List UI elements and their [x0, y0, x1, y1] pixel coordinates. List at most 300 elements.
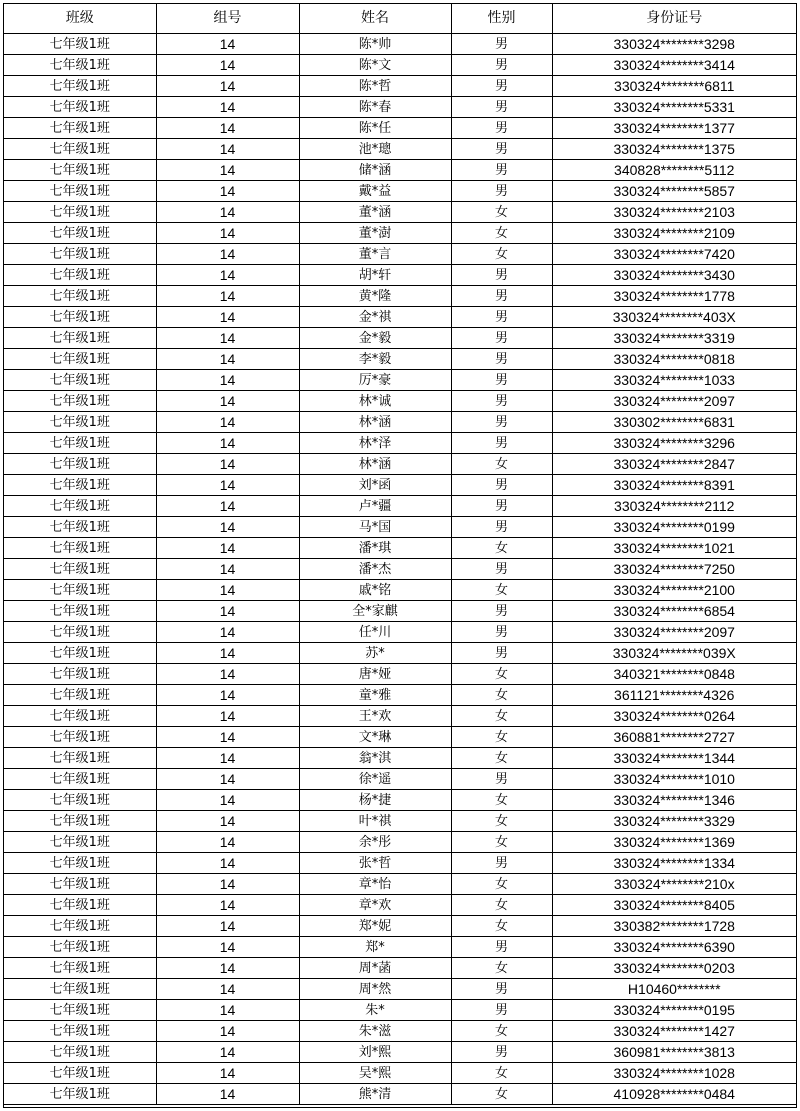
cell-group: 14 [156, 76, 299, 97]
cell-name: 徐*遥 [299, 769, 451, 790]
cell-gender: 男 [451, 622, 552, 643]
cell-group: 14 [156, 328, 299, 349]
cell-name: 童*雅 [299, 685, 451, 706]
table-row [4, 160, 796, 181]
cell-group: 14 [156, 181, 299, 202]
table-row [4, 328, 796, 349]
table-row [4, 433, 796, 454]
cell-id-number: 340828********5112 [552, 160, 796, 181]
cell-id-number: 330324********5331 [552, 97, 796, 118]
cell-class: 七年级1班 [4, 55, 156, 76]
cell-class: 七年级1班 [4, 202, 156, 223]
cell-gender: 男 [451, 937, 552, 958]
cell-id-number: 330302********6831 [552, 412, 796, 433]
cell-gender: 女 [451, 454, 552, 475]
cell-class: 七年级1班 [4, 433, 156, 454]
cell-name: 卢*疆 [299, 496, 451, 517]
table-row [4, 853, 796, 874]
cell-gender: 男 [451, 265, 552, 286]
cell-id-number: 330324********6390 [552, 937, 796, 958]
cell-name: 陈*帅 [299, 34, 451, 55]
cell-id-number: 330324********2100 [552, 580, 796, 601]
cell-name: 熊*清 [299, 1084, 451, 1105]
cell-class: 七年级1班 [4, 895, 156, 916]
cell-id-number: 330324********3430 [552, 265, 796, 286]
cell-name: 吴*熙 [299, 1063, 451, 1084]
cell-group: 14 [156, 286, 299, 307]
cell-name: 陈*哲 [299, 76, 451, 97]
cell-group: 14 [156, 874, 299, 895]
table-row [4, 580, 796, 601]
cell-group: 14 [156, 433, 299, 454]
cell-id-number: 330324********2097 [552, 391, 796, 412]
table-row [4, 769, 796, 790]
cell-gender: 女 [451, 1084, 552, 1105]
cell-id-number: 330324********1033 [552, 370, 796, 391]
cell-id-number: 330324********0203 [552, 958, 796, 979]
cell-class: 七年级1班 [4, 223, 156, 244]
cell-name: 朱* [299, 1000, 451, 1021]
table-row [4, 979, 796, 1000]
cell-id-number: 330324********0199 [552, 517, 796, 538]
cell-class: 七年级1班 [4, 139, 156, 160]
cell-id-number: 330324********1010 [552, 769, 796, 790]
table-row [4, 832, 796, 853]
table-row [4, 1042, 796, 1063]
table-row [4, 790, 796, 811]
cell-group: 14 [156, 1021, 299, 1042]
table-row [4, 748, 796, 769]
table-row [4, 139, 796, 160]
cell-class: 七年级1班 [4, 622, 156, 643]
cell-class: 七年级1班 [4, 244, 156, 265]
cell-class: 七年级1班 [4, 748, 156, 769]
cell-group: 14 [156, 685, 299, 706]
cell-class: 七年级1班 [4, 874, 156, 895]
table-row [4, 202, 796, 223]
table-row [4, 517, 796, 538]
table-row [4, 601, 796, 622]
cell-class: 七年级1班 [4, 412, 156, 433]
cell-name: 文*琳 [299, 727, 451, 748]
cell-name: 张*哲 [299, 853, 451, 874]
cell-name: 李*毅 [299, 349, 451, 370]
cell-group: 14 [156, 727, 299, 748]
cell-class: 七年级1班 [4, 811, 156, 832]
table-header [4, 4, 796, 34]
cell-id-number: 330324********2109 [552, 223, 796, 244]
header-name: 姓名 [299, 4, 451, 34]
cell-name: 翁*淇 [299, 748, 451, 769]
cell-id-number: 330324********1021 [552, 538, 796, 559]
cell-id-number: 330324********039X [552, 643, 796, 664]
table-row [4, 622, 796, 643]
cell-id-number: 410928********0484 [552, 1084, 796, 1105]
cell-class: 七年级1班 [4, 496, 156, 517]
cell-name: 池*璁 [299, 139, 451, 160]
cell-name: 潘*杰 [299, 559, 451, 580]
cell-group: 14 [156, 811, 299, 832]
header-gender: 性别 [451, 4, 552, 34]
cell-group: 14 [156, 391, 299, 412]
cell-name: 唐*娅 [299, 664, 451, 685]
cell-group: 14 [156, 349, 299, 370]
cell-name: 厉*豪 [299, 370, 451, 391]
table-row [4, 874, 796, 895]
cell-name: 马*国 [299, 517, 451, 538]
cell-gender: 女 [451, 874, 552, 895]
cell-name: 金*祺 [299, 307, 451, 328]
table-row [4, 1000, 796, 1021]
cell-id-number: 330324********3319 [552, 328, 796, 349]
cell-group: 14 [156, 223, 299, 244]
student-roster-sheet [3, 3, 797, 1108]
cell-group: 14 [156, 958, 299, 979]
cell-group: 14 [156, 55, 299, 76]
cell-name: 黄*隆 [299, 286, 451, 307]
cell-gender: 男 [451, 328, 552, 349]
cell-class: 七年级1班 [4, 601, 156, 622]
cell-group: 14 [156, 139, 299, 160]
table-row [4, 643, 796, 664]
cell-id-number: 340321********0848 [552, 664, 796, 685]
cell-id-number: 330324********403X [552, 307, 796, 328]
cell-id-number: 330324********1377 [552, 118, 796, 139]
cell-name: 任*川 [299, 622, 451, 643]
cell-gender: 女 [451, 538, 552, 559]
cell-id-number: 330324********6854 [552, 601, 796, 622]
cell-name: 章*怡 [299, 874, 451, 895]
cell-gender: 男 [451, 643, 552, 664]
cell-class: 七年级1班 [4, 937, 156, 958]
cell-gender: 男 [451, 181, 552, 202]
cell-class: 七年级1班 [4, 1042, 156, 1063]
table-row [4, 76, 796, 97]
cell-group: 14 [156, 244, 299, 265]
table-row [4, 559, 796, 580]
cell-class: 七年级1班 [4, 160, 156, 181]
cell-gender: 男 [451, 979, 552, 1000]
cell-gender: 男 [451, 601, 552, 622]
cell-class: 七年级1班 [4, 643, 156, 664]
cell-name: 章*欢 [299, 895, 451, 916]
table-row [4, 412, 796, 433]
cell-gender: 男 [451, 517, 552, 538]
cell-group: 14 [156, 538, 299, 559]
cell-name: 陈*任 [299, 118, 451, 139]
cell-gender: 女 [451, 244, 552, 265]
cell-group: 14 [156, 1042, 299, 1063]
cell-gender: 男 [451, 349, 552, 370]
table-row [4, 349, 796, 370]
cell-group: 14 [156, 1063, 299, 1084]
cell-name: 胡*轩 [299, 265, 451, 286]
cell-gender: 男 [451, 433, 552, 454]
cell-name: 叶*祺 [299, 811, 451, 832]
table-row [4, 370, 796, 391]
table-row [4, 895, 796, 916]
cell-gender: 女 [451, 958, 552, 979]
cell-class: 七年级1班 [4, 790, 156, 811]
cell-class: 七年级1班 [4, 1000, 156, 1021]
table-row [4, 811, 796, 832]
cell-group: 14 [156, 118, 299, 139]
cell-group: 14 [156, 895, 299, 916]
cell-name: 周*然 [299, 979, 451, 1000]
cell-id-number: 330324********0264 [552, 706, 796, 727]
cell-group: 14 [156, 370, 299, 391]
cell-class: 七年级1班 [4, 391, 156, 412]
header-row [4, 4, 796, 34]
cell-name: 董*涵 [299, 202, 451, 223]
table-row [4, 496, 796, 517]
cell-gender: 男 [451, 391, 552, 412]
table-row [4, 664, 796, 685]
cell-group: 14 [156, 454, 299, 475]
cell-group: 14 [156, 748, 299, 769]
cell-gender: 男 [451, 496, 552, 517]
table-row [4, 916, 796, 937]
cell-name: 储*涵 [299, 160, 451, 181]
cell-class: 七年级1班 [4, 97, 156, 118]
cell-name: 刘*函 [299, 475, 451, 496]
cell-name: 郑*妮 [299, 916, 451, 937]
cell-id-number: 330324********1369 [552, 832, 796, 853]
cell-gender: 男 [451, 76, 552, 97]
cell-name: 周*菡 [299, 958, 451, 979]
cell-name: 林*诚 [299, 391, 451, 412]
cell-class: 七年级1班 [4, 118, 156, 139]
cell-name: 陈*春 [299, 97, 451, 118]
table-row [4, 391, 796, 412]
cell-id-number: 330324********5857 [552, 181, 796, 202]
cell-gender: 男 [451, 769, 552, 790]
cell-group: 14 [156, 706, 299, 727]
cell-id-number: 330324********1778 [552, 286, 796, 307]
cell-group: 14 [156, 1000, 299, 1021]
cell-gender: 男 [451, 1042, 552, 1063]
cell-class: 七年级1班 [4, 538, 156, 559]
cell-gender: 女 [451, 727, 552, 748]
header-group: 组号 [156, 4, 299, 34]
cell-gender: 女 [451, 1021, 552, 1042]
cell-id-number: 330324********0195 [552, 1000, 796, 1021]
cell-class: 七年级1班 [4, 1021, 156, 1042]
cell-id-number: 360881********2727 [552, 727, 796, 748]
cell-id-number: 330324********1344 [552, 748, 796, 769]
cell-class: 七年级1班 [4, 664, 156, 685]
cell-name: 潘*琪 [299, 538, 451, 559]
cell-gender: 女 [451, 664, 552, 685]
cell-class: 七年级1班 [4, 979, 156, 1000]
cell-gender: 男 [451, 475, 552, 496]
table-row [4, 181, 796, 202]
cell-id-number: 330324********1334 [552, 853, 796, 874]
cell-name: 陈*文 [299, 55, 451, 76]
cell-class: 七年级1班 [4, 853, 156, 874]
cell-id-number: 330324********7420 [552, 244, 796, 265]
cell-name: 董*澍 [299, 223, 451, 244]
cell-class: 七年级1班 [4, 349, 156, 370]
cell-id-number: 330324********3296 [552, 433, 796, 454]
cell-name: 朱*滋 [299, 1021, 451, 1042]
cell-group: 14 [156, 34, 299, 55]
table-body [4, 34, 796, 1105]
cell-name: 戚*铭 [299, 580, 451, 601]
cell-id-number: 330324********7250 [552, 559, 796, 580]
cell-id-number: 330324********8405 [552, 895, 796, 916]
cell-name: 戴*益 [299, 181, 451, 202]
cell-class: 七年级1班 [4, 34, 156, 55]
table-row [4, 538, 796, 559]
cell-gender: 男 [451, 118, 552, 139]
cell-gender: 女 [451, 832, 552, 853]
cell-id-number: 330324********3298 [552, 34, 796, 55]
cell-id-number: 330324********2103 [552, 202, 796, 223]
cell-class: 七年级1班 [4, 517, 156, 538]
cell-gender: 女 [451, 790, 552, 811]
cell-class: 七年级1班 [4, 916, 156, 937]
table-row [4, 685, 796, 706]
cell-group: 14 [156, 916, 299, 937]
cell-id-number: 330324********0818 [552, 349, 796, 370]
cell-group: 14 [156, 160, 299, 181]
cell-class: 七年级1班 [4, 181, 156, 202]
cell-name: 林*涵 [299, 412, 451, 433]
cell-name: 林*涵 [299, 454, 451, 475]
table-row [4, 1063, 796, 1084]
cell-id-number: 330324********1427 [552, 1021, 796, 1042]
cell-id-number: 330324********6811 [552, 76, 796, 97]
cell-class: 七年级1班 [4, 307, 156, 328]
cell-class: 七年级1班 [4, 76, 156, 97]
cell-name: 董*言 [299, 244, 451, 265]
cell-name: 刘*熙 [299, 1042, 451, 1063]
cell-gender: 男 [451, 160, 552, 181]
cell-class: 七年级1班 [4, 727, 156, 748]
cell-name: 苏* [299, 643, 451, 664]
cell-class: 七年级1班 [4, 454, 156, 475]
cell-id-number: 330324********2112 [552, 496, 796, 517]
cell-name: 余*彤 [299, 832, 451, 853]
header-id-number: 身份证号 [552, 4, 796, 34]
cell-class: 七年级1班 [4, 706, 156, 727]
cell-class: 七年级1班 [4, 475, 156, 496]
table-row [4, 706, 796, 727]
cell-id-number: 330324********1346 [552, 790, 796, 811]
cell-gender: 男 [451, 286, 552, 307]
cell-name: 林*泽 [299, 433, 451, 454]
cell-group: 14 [156, 664, 299, 685]
cell-gender: 男 [451, 34, 552, 55]
table-row [4, 223, 796, 244]
cell-gender: 男 [451, 307, 552, 328]
cell-group: 14 [156, 601, 299, 622]
cell-group: 14 [156, 475, 299, 496]
cell-gender: 女 [451, 916, 552, 937]
table-row [4, 958, 796, 979]
table-row [4, 265, 796, 286]
cell-gender: 女 [451, 580, 552, 601]
cell-gender: 男 [451, 97, 552, 118]
cell-group: 14 [156, 979, 299, 1000]
cell-group: 14 [156, 937, 299, 958]
cell-gender: 女 [451, 706, 552, 727]
cell-gender: 女 [451, 202, 552, 223]
cell-id-number: 330324********1375 [552, 139, 796, 160]
cell-group: 14 [156, 769, 299, 790]
cell-group: 14 [156, 853, 299, 874]
cell-id-number: 330324********3414 [552, 55, 796, 76]
table-row [4, 34, 796, 55]
cell-id-number: 330324********2847 [552, 454, 796, 475]
cell-gender: 男 [451, 853, 552, 874]
cell-gender: 男 [451, 1000, 552, 1021]
table-row [4, 307, 796, 328]
student-roster-table [4, 4, 796, 1105]
cell-group: 14 [156, 265, 299, 286]
cell-group: 14 [156, 412, 299, 433]
table-row [4, 727, 796, 748]
cell-class: 七年级1班 [4, 1084, 156, 1105]
cell-group: 14 [156, 517, 299, 538]
cell-name: 郑* [299, 937, 451, 958]
cell-id-number: 330382********1728 [552, 916, 796, 937]
header-class: 班级 [4, 4, 156, 34]
cell-group: 14 [156, 202, 299, 223]
cell-group: 14 [156, 496, 299, 517]
cell-gender: 男 [451, 412, 552, 433]
cell-class: 七年级1班 [4, 370, 156, 391]
table-row [4, 1084, 796, 1105]
cell-class: 七年级1班 [4, 580, 156, 601]
cell-class: 七年级1班 [4, 958, 156, 979]
cell-id-number: 330324********210x [552, 874, 796, 895]
cell-id-number: 330324********3329 [552, 811, 796, 832]
cell-gender: 女 [451, 1063, 552, 1084]
cell-class: 七年级1班 [4, 265, 156, 286]
cell-group: 14 [156, 832, 299, 853]
table-row [4, 286, 796, 307]
cell-name: 金*毅 [299, 328, 451, 349]
table-row [4, 244, 796, 265]
table-row [4, 97, 796, 118]
cell-gender: 女 [451, 811, 552, 832]
cell-group: 14 [156, 559, 299, 580]
cell-id-number: 361121********4326 [552, 685, 796, 706]
cell-class: 七年级1班 [4, 328, 156, 349]
cell-group: 14 [156, 790, 299, 811]
cell-gender: 女 [451, 685, 552, 706]
table-row [4, 475, 796, 496]
cell-name: 全*家麒 [299, 601, 451, 622]
cell-class: 七年级1班 [4, 559, 156, 580]
cell-id-number: 330324********1028 [552, 1063, 796, 1084]
cell-group: 14 [156, 643, 299, 664]
cell-id-number: 330324********2097 [552, 622, 796, 643]
cell-class: 七年级1班 [4, 769, 156, 790]
cell-gender: 男 [451, 370, 552, 391]
cell-class: 七年级1班 [4, 1063, 156, 1084]
cell-class: 七年级1班 [4, 286, 156, 307]
cell-group: 14 [156, 1084, 299, 1105]
cell-group: 14 [156, 97, 299, 118]
cell-gender: 男 [451, 559, 552, 580]
cell-gender: 男 [451, 139, 552, 160]
cell-gender: 女 [451, 223, 552, 244]
table-row [4, 118, 796, 139]
cell-id-number: 330324********8391 [552, 475, 796, 496]
